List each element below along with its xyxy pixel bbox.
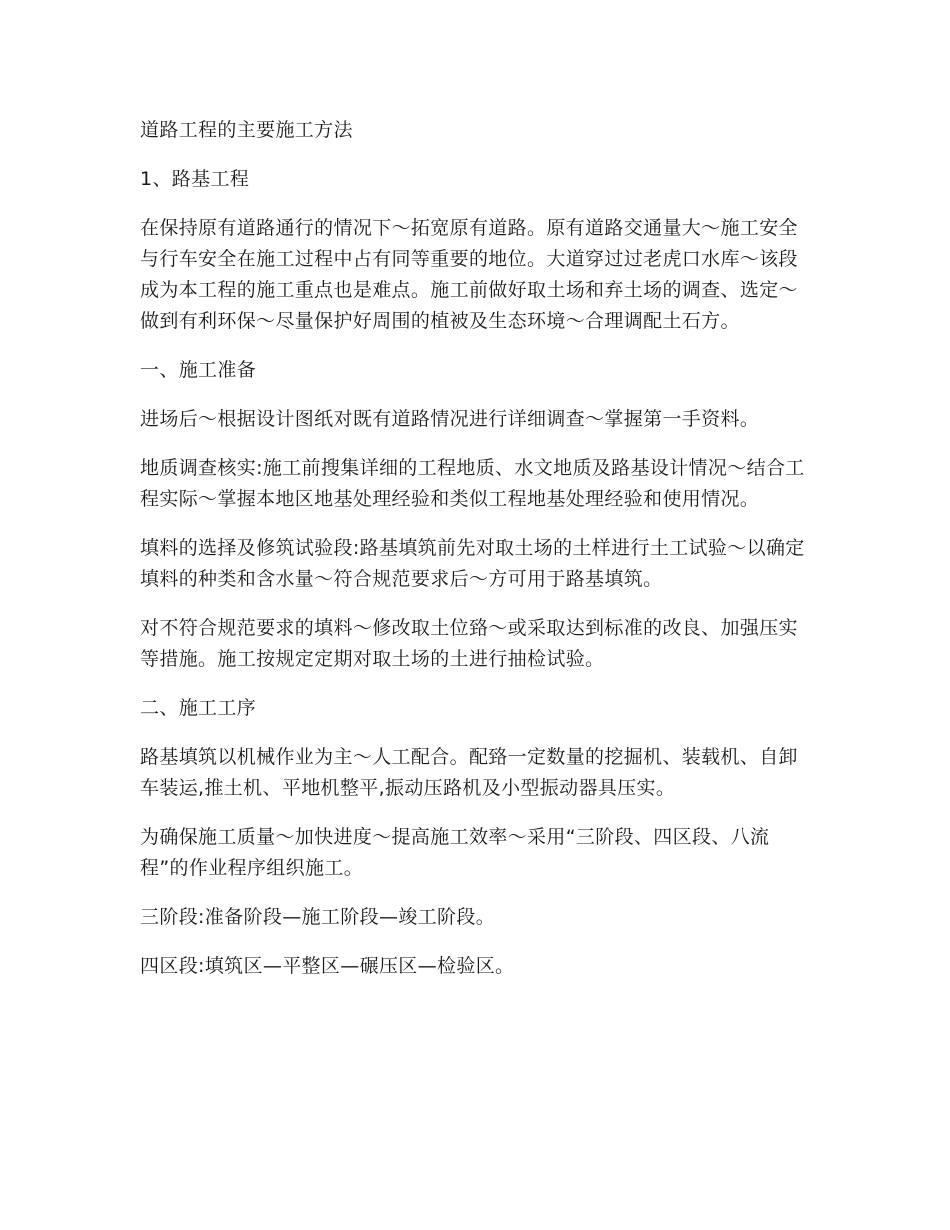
- document-title: 道路工程的主要施工方法: [140, 119, 353, 141]
- paragraph-four-zones: 四区段:填筑区—平整区—碾压区—检验区。: [140, 955, 515, 977]
- section-heading-preparation: 一、施工准备: [140, 359, 257, 381]
- paragraph-machinery: 路基填筑以机械作业为主～人工配合。配臵一定数量的挖掘机、装载机、自卸车装运,推土机、平地机整平,振动压路机及小型振动器具压实。: [140, 746, 798, 799]
- section-heading-procedure: 二、施工工序: [140, 697, 257, 719]
- paragraph-nonconforming-fill: 对不符合规范要求的填料～修改取土位臵～或采取达到标准的改良、加强压实等措施。施工按规定定期对取土场的土进行抽检试验。: [140, 617, 798, 670]
- paragraph-three-stages: 三阶段:准备阶段—施工阶段—竣工阶段。: [140, 906, 496, 928]
- paragraph-fill-selection: 填料的选择及修筑试验段:路基填筑前先对取土场的土样进行土工试验～以确定填料的种类和含水量～符合规范要求后～方可用于路基填筑。: [140, 537, 805, 590]
- paragraph-geology-check: 地质调查核实:施工前搜集详细的工程地质、水文地质及路基设计情况～结合工程实际～掌握本地区地基处理经验和类似工程地基处理经验和使用情况。: [140, 457, 805, 510]
- paragraph-intro: 在保持原有道路通行的情况下～拓宽原有道路。原有道路交通量大～施工安全与行车安全在施工过程中占有同等重要的地位。大道穿过过老虎口水库～该段成为本工程的施工重点也是难点。施工前做好取土场和弃土场的调查、选定～做到有利环保～尽量保护好周围的植被及生态环境～合理调配土石方。: [140, 217, 798, 332]
- section-heading-subgrade: 1、路基工程: [140, 168, 250, 190]
- paragraph-site-survey: 进场后～根据设计图纸对既有道路情况进行详细调查～掌握第一手资料。: [140, 408, 760, 430]
- paragraph-quality-process: 为确保施工质量～加快进度～提高施工效率～采用“三阶段、四区段、八流程”的作业程序组织施工。: [140, 826, 770, 879]
